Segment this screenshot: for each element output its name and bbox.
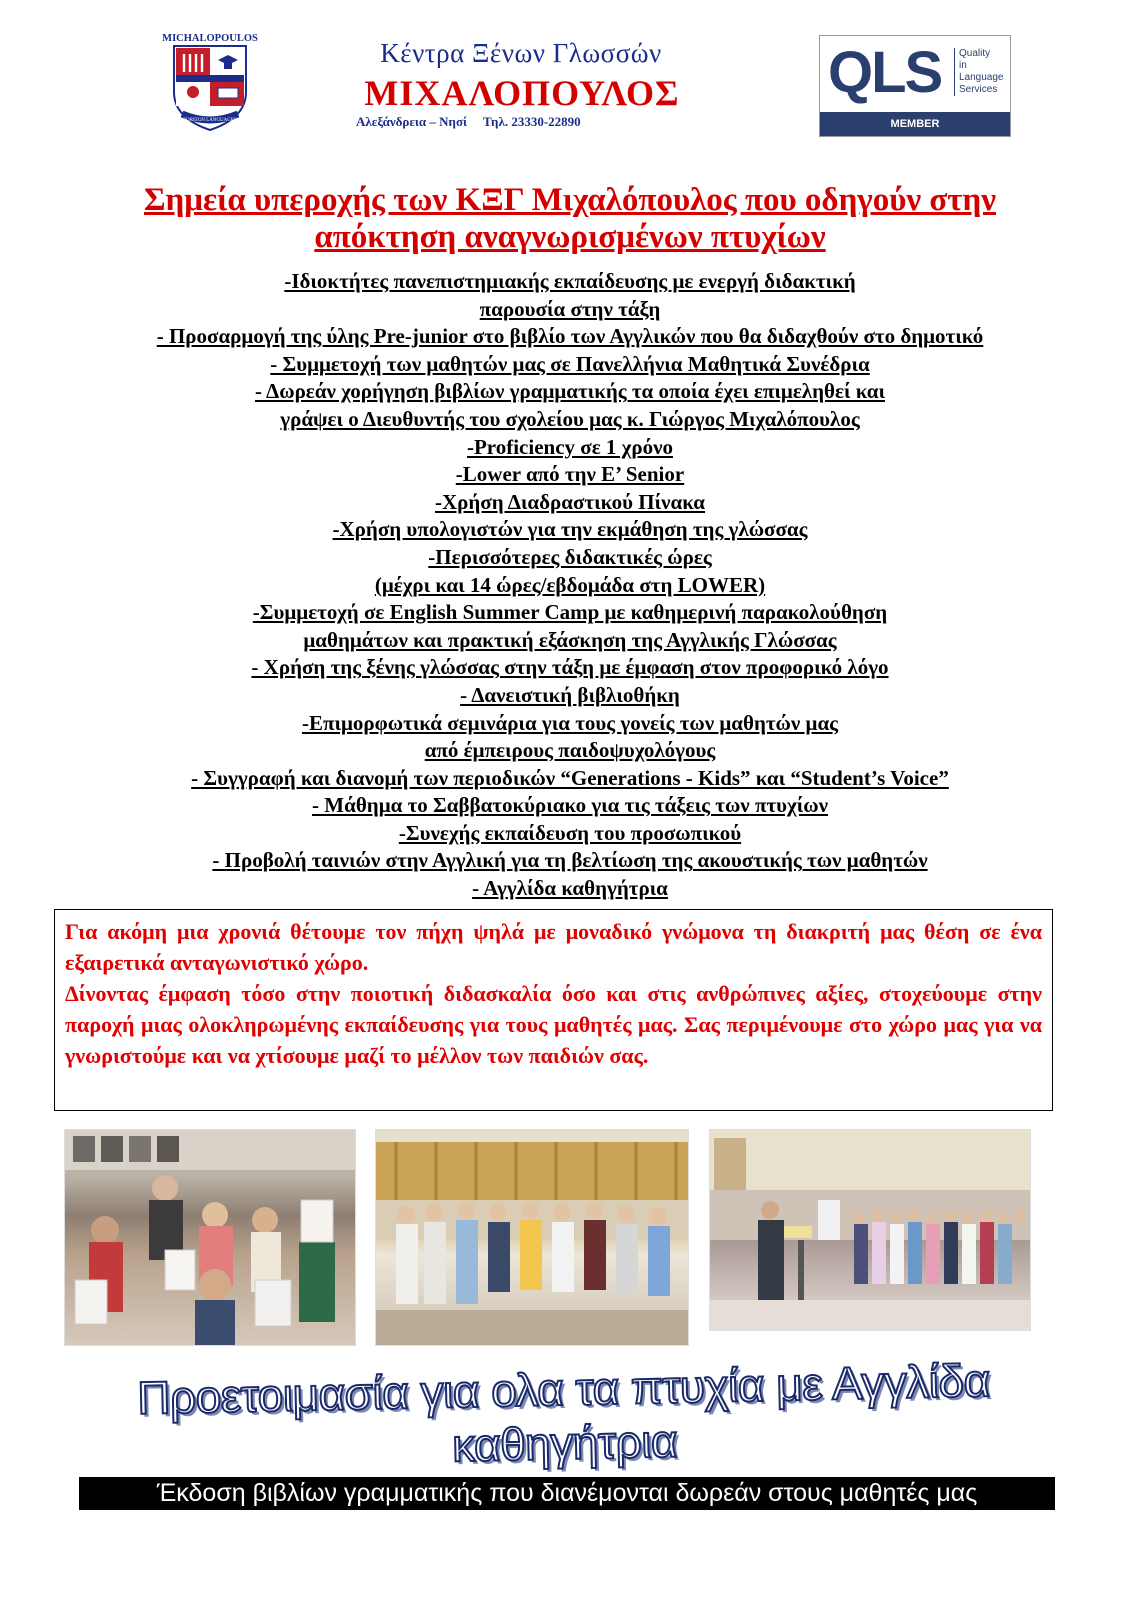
feature-item: - Προβολή ταινιών στην Αγγλική για τη βελτίωση της ακουστικής των μαθητών bbox=[212, 848, 928, 873]
feature-item: γράψει ο Διευθυντής του σχολείου μας κ. Γιώργος Μιχαλόπουλος bbox=[280, 406, 860, 431]
brand-title: Κέντρα Ξένων Γλωσσών bbox=[380, 38, 662, 68]
feature-item: -Συνεχής εκπαίδευση του προσωπικού bbox=[398, 820, 742, 845]
feature-item: - Δωρεάν χορήγηση βιβλίων γραμματικής τα οποία έχει επιμεληθεί και bbox=[254, 379, 886, 404]
feature-item: - Αγγλίδα καθηγήτρια bbox=[472, 876, 668, 901]
features-list bbox=[70, 268, 1070, 903]
feature-item: - Χρήση της ξένης γλώσσας στην τάξη με έμφαση στον προφορικό λόγο bbox=[251, 655, 889, 680]
feature-item: -Επιμορφωτικά σεμινάρια για τους γονείς των μαθητών μας bbox=[301, 710, 839, 735]
headline-line: Σημεία υπεροχής των ΚΞΓ Μιχαλόπουλος που οδηγούν στην bbox=[143, 182, 997, 218]
feature-item: από έμπειρους παιδοψυχολόγους bbox=[424, 738, 716, 763]
feature-item: - Συγγραφή και διανομή των περιοδικών “Generations - Kids” και “Student’s Voice” bbox=[191, 765, 949, 790]
crest-logo-name: MICHALOPOULOS bbox=[162, 33, 258, 44]
feature-item: - Προσαρμογή της ύλης Pre-junior στο βιβλίο των Αγγλικών που θα διδαχθούν στο δημοτικό bbox=[156, 324, 984, 349]
feature-item: -Lower από την Ε’ Senior bbox=[455, 462, 685, 487]
headline-line: απόκτηση αναγνωρισμένων πτυχίων bbox=[314, 219, 826, 255]
qls-side-line: Language bbox=[959, 72, 1004, 83]
qls-logo-letters: QLS bbox=[828, 40, 942, 105]
students-photo bbox=[64, 1129, 356, 1346]
qls-side-line: Services bbox=[959, 84, 998, 95]
feature-item: - Δανειστική βιβλιοθήκη bbox=[460, 682, 680, 707]
qls-side-line: Quality bbox=[959, 48, 991, 59]
feature-item: -Proficiency σε 1 χρόνο bbox=[466, 434, 674, 459]
message-box bbox=[54, 909, 1053, 1111]
message-paragraph: Για ακόμη μια χρονιά θέτουμε τον πήχη ψηλά με μοναδικό γνώμονα τη διακριτή μας θέση σε ένα εξαιρετικά ανταγωνιστικό χώρο. bbox=[65, 919, 1042, 975]
brand-name: ΜΙΧΑΛΟΠΟΥΛΟΣ bbox=[364, 73, 680, 113]
feature-item: -Ιδιοκτήτες πανεπιστημιακής εκπαίδευσης με ενεργή διδακτική bbox=[284, 269, 856, 293]
qls-member-label: MEMBER bbox=[820, 112, 1010, 136]
feature-item: -Χρήση Διαδραστικού Πίνακα bbox=[434, 489, 706, 514]
brand-contact: Αλεξάνδρεια – Νησί Τηλ. 23330-22890 bbox=[356, 114, 581, 129]
crest-logo-motto: FOREIGN LANGUAGES bbox=[183, 118, 237, 123]
slogan-wordart: Προετοιμασία για ολα τα πτυχία με Αγγλίδα καθηγήτρια bbox=[136, 1354, 991, 1472]
feature-item: - Μάθημα το Σαββατοκύριακο για τις τάξεις των πτυχίων bbox=[312, 793, 828, 818]
feature-item: -Συμμετοχή σε English Summer Camp με καθημερινή παρακολούθηση bbox=[252, 600, 888, 625]
feature-item: -Χρήση υπολογιστών για την εκμάθηση της γλώσσας bbox=[332, 517, 808, 542]
feature-item: -Περισσότερες διδακτικές ώρες bbox=[428, 544, 712, 569]
qls-logo-side-text bbox=[954, 48, 1004, 96]
feature-item: - Συμμετοχή των μαθητών μας σε Πανελλήνια Μαθητικά Συνέδρια bbox=[270, 351, 870, 376]
qls-side-line: in bbox=[959, 60, 967, 71]
qls-member-badge bbox=[819, 35, 1011, 137]
ceremony-group-photo bbox=[375, 1129, 689, 1346]
school-crest-logo bbox=[160, 30, 260, 138]
grammar-books-banner: Έκδοση βιβλίων γραμματικής που διανέμονται δωρεάν στους μαθητές μας bbox=[79, 1477, 1055, 1510]
awards-event-photo bbox=[709, 1129, 1031, 1331]
feature-item: μαθημάτων και πρακτική εξάσκηση της Αγγλικής Γλώσσας bbox=[303, 627, 837, 652]
feature-item: (μέχρι και 14 ώρες/εβδομάδα στη LOWER) bbox=[374, 572, 766, 597]
page-headline bbox=[60, 182, 1080, 256]
feature-item: παρουσία στην τάξη bbox=[479, 296, 661, 321]
message-paragraph: Δίνοντας έμφαση τόσο στην ποιοτική διδασκαλία όσο και στις ανθρώπινες αξίες, στοχεύουμε στην παροχή μιας ολοκληρωμένης εκπαίδευσης για τους μαθητές μας. Σας περιμένουμε στο χώρο μας για να γνωριστούμε και να χτίσουμε μαζί το μέλλον των παιδιών σας. bbox=[65, 981, 1042, 1068]
